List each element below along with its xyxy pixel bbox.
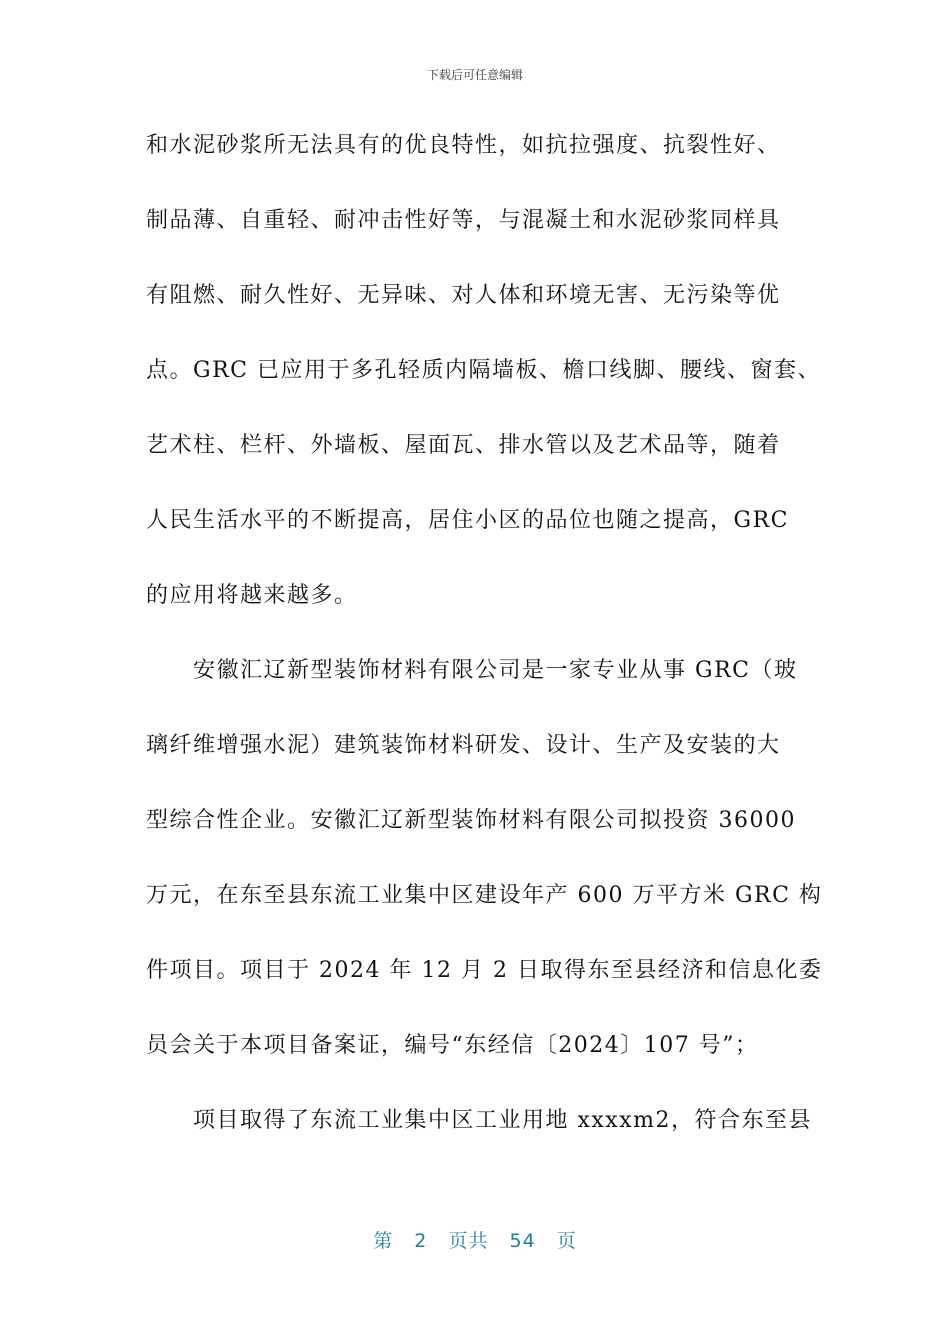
footer-prefix: 第 [373, 1230, 394, 1252]
document-body [146, 124, 823, 1174]
current-page-number: 2 [414, 1230, 428, 1252]
page-number-footer [0, 1226, 950, 1253]
text-line: 璃纤维增强水泥）建筑装饰材料研发、设计、生产及安装的大 [146, 733, 781, 758]
text-line: 艺术柱、栏杆、外墙板、屋面瓦、排水管以及艺术品等，随着 [146, 433, 781, 458]
text-line: 人民生活水平的不断提高，居住小区的品位也随之提高，GRC [146, 508, 789, 533]
text-line: 员会关于本项目备案证，编号“东经信〔2024〕107 号”； [146, 1033, 759, 1058]
text-line: 制品薄、自重轻、耐冲击性好等，与混凝土和水泥砂浆同样具 [146, 208, 781, 233]
text-line: 安徽汇辽新型装饰材料有限公司是一家专业从事 GRC（玻 [193, 658, 798, 683]
text-line: 型综合性企业。安徽汇辽新型装饰材料有限公司拟投资 36000 [146, 808, 796, 833]
text-line: 件项目。项目于 2024 年 12 月 2 日取得东至县经济和信息化委 [146, 958, 823, 983]
text-line: 点。GRC 已应用于多孔轻质内隔墙板、檐口线脚、腰线、窗套、 [146, 358, 821, 383]
text-line: 项目取得了东流工业集中区工业用地 xxxxm2，符合东至县 [193, 1108, 812, 1133]
text-line: 的应用将越来越多。 [146, 583, 358, 608]
text-line: 有阻燃、耐久性好、无异味、对人体和环境无害、无污染等优 [146, 283, 781, 308]
footer-middle: 页共 [448, 1230, 489, 1252]
page-header-note: 下载后可任意编辑 [426, 68, 523, 82]
footer-suffix: 页 [556, 1230, 577, 1252]
total-pages-number: 54 [509, 1230, 536, 1252]
text-line: 和水泥砂浆所无法具有的优良特性，如抗拉强度、抗裂性好、 [146, 133, 781, 158]
text-line: 万元，在东至县东流工业集中区建设年产 600 万平方米 GRC 构 [146, 883, 823, 908]
